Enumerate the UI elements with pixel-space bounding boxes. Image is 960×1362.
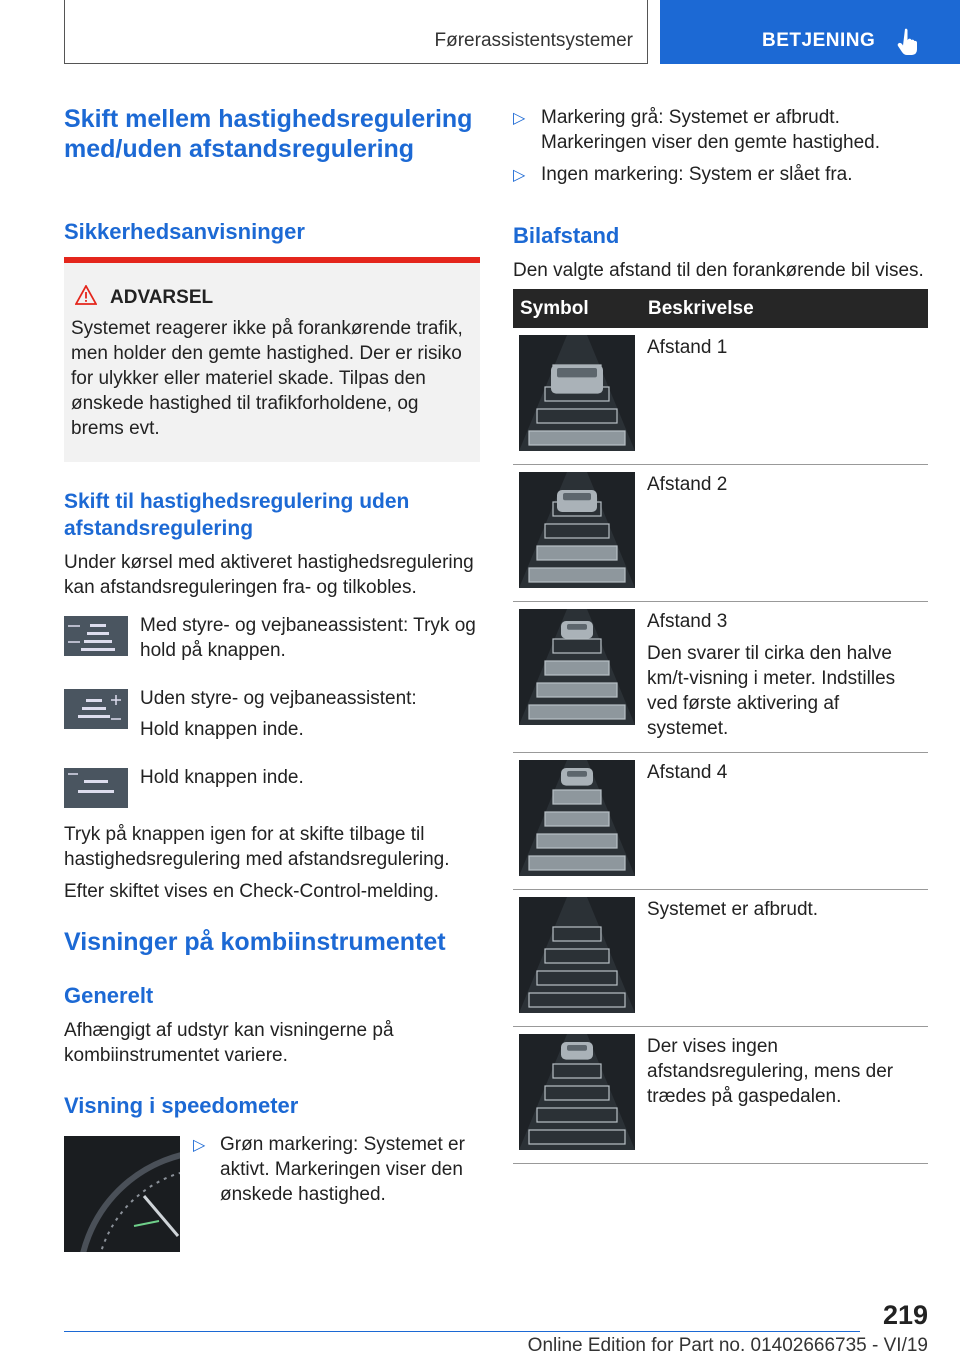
description-text: Afstand 4	[647, 762, 728, 783]
warning-text: Systemet reagerer ikke på forankørende trafik, men holder den gemte hastighed. Der er risiko for ulykker eller materiel skade. Tilpas den ønskede hastighed til trafikforholdene, og brems evt.	[71, 318, 463, 439]
table-row	[513, 602, 928, 753]
list-marker-icon: ▷	[513, 167, 526, 184]
distance-symbol-image	[519, 897, 635, 1013]
heading-switch-without-distance: Skift til hastighedsregulering uden afstandsregulering	[64, 490, 410, 540]
description-cell	[641, 465, 928, 602]
distance-symbol-image	[519, 760, 635, 876]
table-header-symbol: Symbol	[513, 289, 641, 328]
list-marker-icon: ▷	[513, 110, 526, 127]
button-instruction-3: Hold knappen inde.	[140, 767, 304, 788]
page-number: 219	[882, 1300, 928, 1330]
button-instruction-2b: Hold knappen inde.	[140, 719, 304, 740]
paragraph-switch: Under kørsel med aktiveret hastighedsregulering kan afstandsreguleringen fra- og tilkobles.	[64, 552, 474, 598]
heading-speedometer: Visning i speedometer	[64, 1093, 299, 1118]
description-text: Systemet er afbrudt.	[647, 899, 819, 920]
symbol-cell	[513, 328, 641, 465]
symbol-cell	[513, 602, 641, 753]
distance-symbol-image	[519, 1034, 635, 1150]
description-cell	[641, 328, 928, 465]
warning-box	[64, 257, 480, 462]
description-cell	[641, 602, 928, 753]
table-row	[513, 753, 928, 890]
warning-label: ADVARSEL	[110, 287, 214, 308]
pointing-hand-icon	[896, 27, 920, 55]
table-row	[513, 328, 928, 465]
header-chapter-box	[660, 0, 960, 64]
description-cell	[641, 753, 928, 890]
speedo-item: Grøn markering: Systemet er aktivt. Markeringen viser den ønskede hastighed.	[220, 1134, 465, 1205]
distance-symbol-image	[519, 609, 635, 725]
heading-displays: Visninger på kombiinstrumentet	[64, 928, 446, 956]
distance-symbol-image	[519, 472, 635, 588]
header-section-box	[64, 0, 648, 64]
footer-edition: Online Edition for Part no. 01402666735 - VI/19	[527, 1335, 928, 1356]
paragraph-distance: Den valgte afstand til den forankørende bil vises.	[513, 260, 924, 281]
description-text: Der vises ingen afstandsregulering, mens der trædes på gaspedalen.	[647, 1036, 894, 1107]
paragraph-after-switch: Efter skiftet vises en Check-Control-melding.	[64, 881, 439, 902]
description-text: Afstand 1	[647, 337, 728, 358]
table-row	[513, 1027, 928, 1164]
list-marker-icon: ▷	[193, 1137, 206, 1154]
right-item-none: Ingen markering: System er slået fra.	[541, 164, 853, 185]
symbol-cell	[513, 465, 641, 602]
header-chapter-title: BETJENING	[762, 30, 876, 51]
description-cell	[641, 1027, 928, 1164]
paragraph-switch-back: Tryk på knappen igen for at skifte tilbage til hastighedsregulering med afstandsregulering.	[64, 824, 450, 870]
symbol-cell	[513, 753, 641, 890]
footer-divider	[64, 1331, 860, 1332]
heading-car-distance: Bilafstand	[513, 223, 620, 248]
distance-button-icon-1	[64, 616, 128, 656]
symbol-cell	[513, 890, 641, 1027]
table-row	[513, 465, 928, 602]
distance-button-icon-3	[64, 768, 128, 808]
heading-general: Generelt	[64, 983, 154, 1008]
heading-switch-mode: Skift mellem hastighedsregulering med/uden afstandsregulering	[64, 105, 473, 163]
symbol-cell	[513, 1027, 641, 1164]
description-extra: Den svarer til cirka den halve km/t-visning i meter. Indstilles ved første aktivering af systemet.	[647, 643, 896, 739]
right-item-grey: Markering grå: Systemet er afbrudt. Markeringen viser den gemte hastighed.	[541, 107, 881, 153]
distance-button-icon-2	[64, 689, 128, 729]
table-row	[513, 890, 928, 1027]
header-section-title: Førerassistentsystemer	[434, 30, 633, 51]
speedometer-image	[64, 1136, 180, 1252]
table-header-description: Beskrivelse	[641, 289, 928, 328]
description-text: Afstand 2	[647, 474, 728, 495]
paragraph-general: Afhængigt af udstyr kan visningerne på kombiinstrumentet variere.	[64, 1020, 394, 1066]
distance-table	[513, 289, 928, 1164]
button-instruction-2a: Uden styre- og vejbaneassistent:	[140, 688, 417, 709]
warning-triangle-icon	[75, 285, 97, 305]
distance-symbol-image	[519, 335, 635, 451]
description-text: Afstand 3	[647, 611, 728, 632]
description-cell	[641, 890, 928, 1027]
button-instruction-1: Med styre- og vejbaneassistent: Tryk og hold på knappen.	[140, 615, 476, 661]
heading-safety: Sikkerhedsanvisninger	[64, 219, 305, 244]
